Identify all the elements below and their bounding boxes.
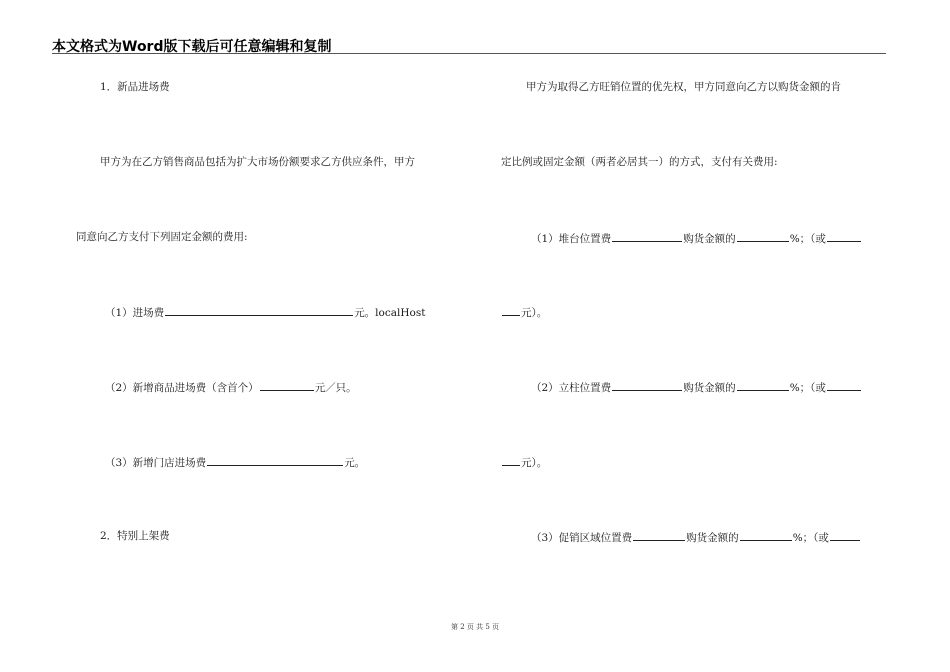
yuan-label: 元）。 [521, 307, 548, 319]
pillar-position-fee-line [531, 379, 862, 395]
section-new-product-fee-heading: 1．新品进场费 [100, 81, 170, 93]
promo-area-fee-label: （3）促销区域位置费 [531, 532, 633, 544]
new-store-fee-line [105, 454, 365, 470]
stack-position-fee-line [531, 230, 862, 246]
yuan-label: 元）。 [521, 457, 548, 469]
stack-position-fee-blank[interactable] [612, 230, 682, 242]
pillar-position-fee-label: （2）立柱位置费 [531, 382, 612, 394]
paragraph-line: 定比例或固定金额（两者必居其一）的方式，支付有关费用: [501, 156, 778, 168]
stack-position-amount-line [501, 304, 547, 320]
new-store-fee-blank[interactable] [207, 454, 343, 466]
pillar-position-amount-blank-cont[interactable] [502, 454, 520, 466]
percent-or-label: %；（或 [789, 382, 826, 394]
stack-position-amount-blank[interactable] [827, 230, 861, 242]
new-store-fee-unit: 元。 [344, 457, 366, 469]
stack-position-fee-label: （1）堆台位置费 [531, 233, 612, 245]
new-product-fee-line [105, 379, 357, 395]
header-divider [52, 53, 886, 54]
entry-fee-unit: 元。localHost [354, 307, 426, 319]
pillar-position-amount-blank[interactable] [827, 379, 861, 391]
purchase-amount-label: 购货金额的 [683, 233, 736, 245]
new-store-fee-label: （3）新增门店进场费 [105, 457, 207, 469]
paragraph-line: 甲方为在乙方销售商品包括为扩大市场份额要求乙方供应条件，甲方 [100, 156, 415, 168]
promo-area-percent-blank[interactable] [740, 529, 792, 541]
pillar-position-amount-line [501, 454, 547, 470]
section-special-shelf-fee-heading: 2．特别上架费 [100, 530, 170, 542]
new-product-fee-unit: 元／只。 [314, 382, 357, 394]
paragraph-line: 甲方为取得乙方旺销位置的优先权，甲方同意向乙方以购货金额的肯 [526, 81, 841, 93]
new-product-fee-blank[interactable] [260, 379, 314, 391]
percent-or-label: %；（或 [792, 532, 829, 544]
page-number: 第 2 页 共 5 页 [450, 623, 500, 631]
new-product-fee-label: （2）新增商品进场费（含首个） [105, 382, 259, 394]
purchase-amount-label: 购货金额的 [683, 382, 736, 394]
document-header-title: 本文格式为Word版下载后可任意编辑和复制 [52, 39, 332, 55]
entry-fee-label: （1）进场费 [105, 307, 165, 319]
entry-fee-line [105, 304, 425, 320]
promo-area-fee-blank[interactable] [633, 529, 685, 541]
promo-area-fee-line [531, 529, 861, 545]
paragraph-line: 同意向乙方支付下列固定金额的费用: [76, 231, 248, 243]
entry-fee-blank[interactable] [165, 304, 353, 316]
promo-area-amount-blank[interactable] [830, 529, 860, 541]
stack-position-percent-blank[interactable] [737, 230, 789, 242]
stack-position-amount-blank-cont[interactable] [502, 304, 520, 316]
percent-or-label: %；（或 [789, 233, 826, 245]
purchase-amount-label: 购货金额的 [686, 532, 739, 544]
pillar-position-percent-blank[interactable] [737, 379, 789, 391]
pillar-position-fee-blank[interactable] [612, 379, 682, 391]
